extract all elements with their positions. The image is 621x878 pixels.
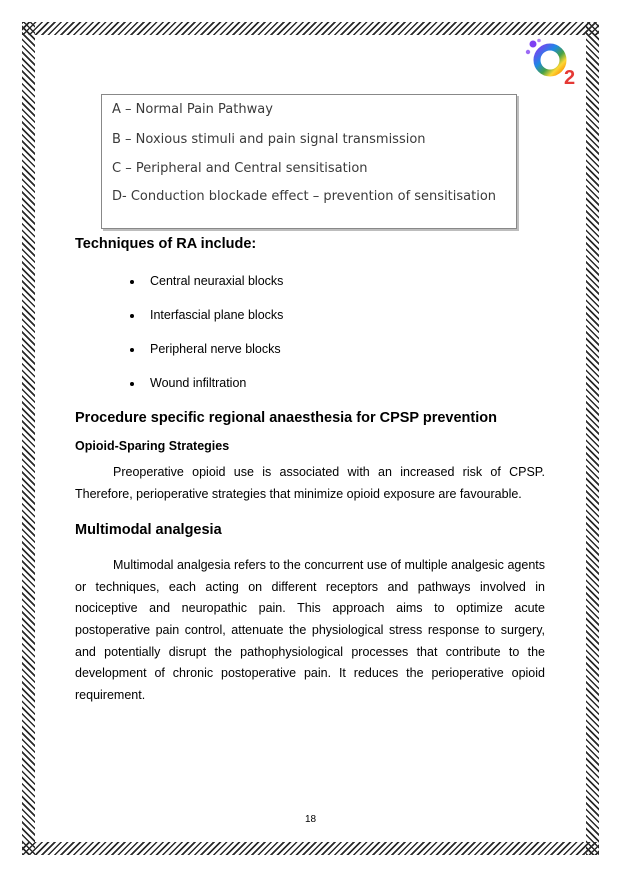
paragraph-line: requirement.	[75, 688, 146, 703]
paragraph-line: Preoperative opioid use is associated with an increased risk of CPSP.	[113, 465, 545, 479]
paragraph-line: nociceptive and neuropathic pain. This approach aims to optimize acute	[75, 601, 545, 616]
figure-legend-box	[101, 94, 517, 229]
procedure-heading: Procedure specific regional anaesthesia for CPSP prevention	[75, 410, 497, 426]
page-number: 18	[304, 814, 317, 825]
svg-text:2: 2	[564, 67, 576, 88]
paragraph-line: or techniques, each acting on different receptors and pathways involved in	[75, 579, 545, 594]
multimodal-paragraph	[75, 555, 545, 707]
o2-logo	[524, 38, 580, 88]
legend-item-d: D- Conduction blockade effect – prevention of sensitisation	[112, 189, 497, 204]
paragraph-line: postoperative pain control, attenuate the physiological stress response to surgery,	[75, 623, 545, 638]
page-border-right	[586, 22, 599, 855]
list-item-label: Peripheral nerve blocks	[150, 342, 281, 356]
list-item-label: Central neuraxial blocks	[150, 274, 284, 288]
page-border-top	[22, 22, 599, 35]
paragraph-line: and potentially disrupt the pathophysiological processes that contribute to the	[75, 644, 545, 659]
bullet-icon	[130, 280, 134, 284]
legend-item-a: A – Normal Pain Pathway	[112, 102, 273, 117]
multimodal-heading: Multimodal analgesia	[75, 522, 222, 538]
paragraph-line: Multimodal analgesia refers to the concurrent use of multiple analgesic agents	[113, 558, 545, 572]
page-border-bottom	[22, 842, 599, 855]
legend-item-c: C – Peripheral and Central sensitisation	[112, 161, 368, 176]
page-border-left	[22, 22, 35, 855]
legend-item-b: B – Noxious stimuli and pain signal transmission	[112, 132, 426, 147]
list-item-label: Wound infiltration	[150, 376, 247, 390]
paragraph-line: development of chronic postoperative pain. It reduces the perioperative opioid	[75, 666, 545, 681]
list-item-label: Interfascial plane blocks	[150, 308, 284, 322]
bullet-icon	[130, 348, 134, 352]
bullet-icon	[130, 382, 134, 386]
paragraph-line: Therefore, perioperative strategies that minimize opioid exposure are favourable.	[75, 486, 522, 501]
techniques-heading: Techniques of RA include:	[75, 236, 257, 252]
opioid-sparing-paragraph	[75, 462, 545, 505]
opioid-sparing-subheading: Opioid-Sparing Strategies	[75, 439, 230, 453]
bullet-icon	[130, 314, 134, 318]
